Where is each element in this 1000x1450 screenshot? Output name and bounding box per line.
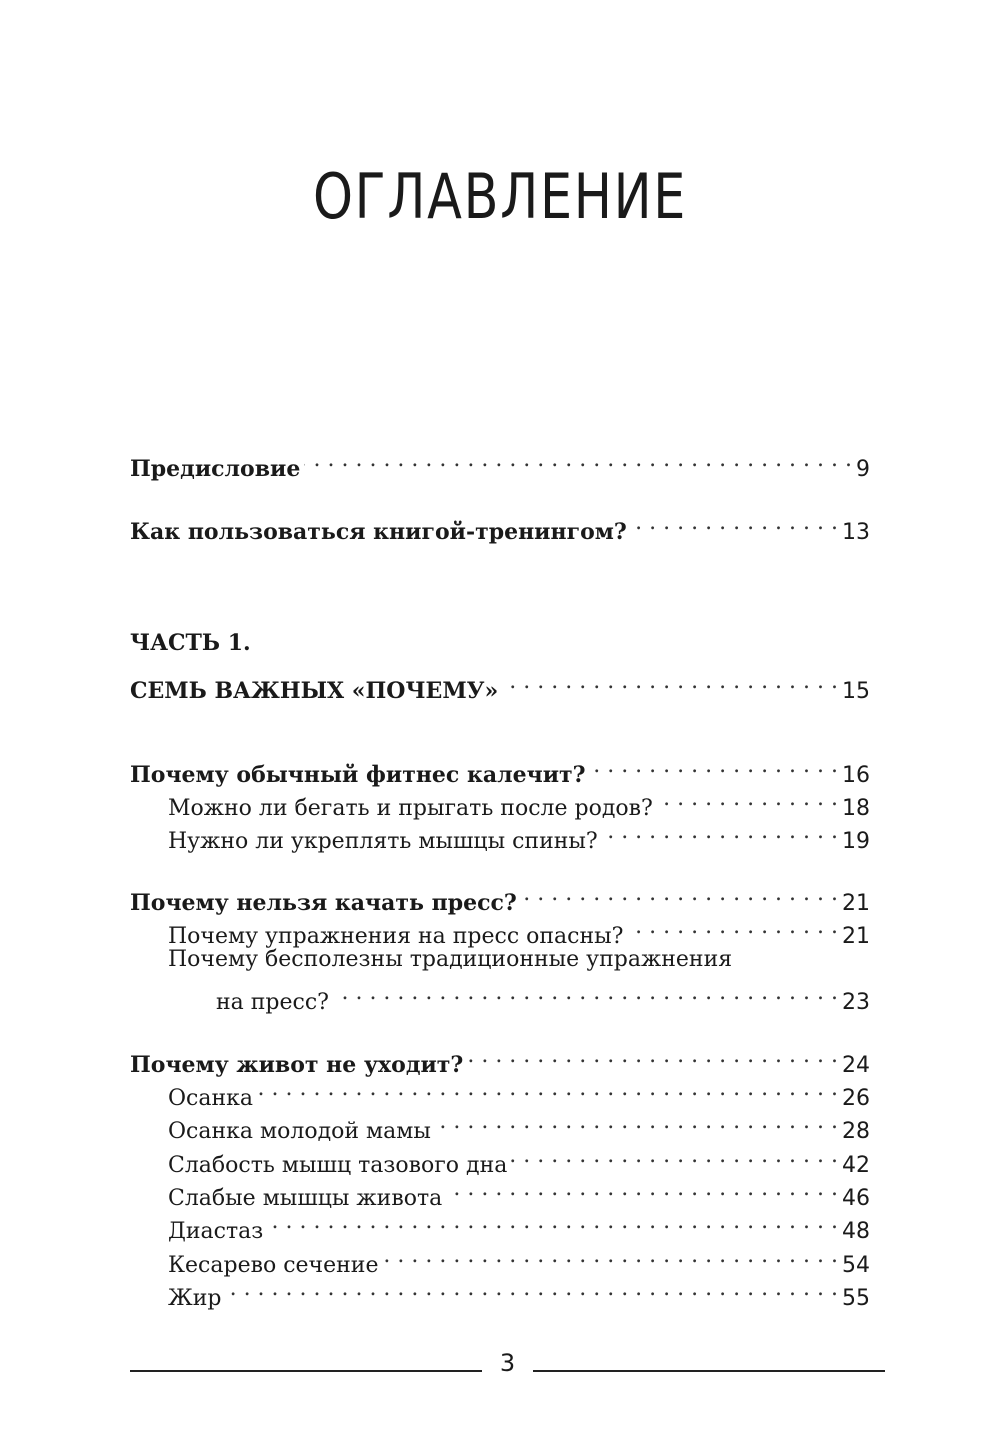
- toc-entry-page: 24: [842, 1053, 870, 1078]
- dot-leader: [257, 1073, 838, 1105]
- toc-entry-page: 28: [842, 1119, 870, 1144]
- toc-entry-page: 48: [842, 1219, 870, 1244]
- toc-entry-subsection[interactable]: [130, 1073, 870, 1111]
- toc-entry-page: 46: [842, 1186, 870, 1211]
- dot-leader: [657, 783, 838, 815]
- toc-entry-section[interactable]: [130, 1040, 870, 1078]
- dot-leader: [511, 1140, 838, 1172]
- toc-entry-page: 19: [842, 829, 870, 854]
- toc-entry-label: Осанка молодой мамы: [168, 1119, 431, 1144]
- dot-leader: [435, 1106, 838, 1138]
- toc-entry-label: Почему нельзя качать пресс?: [130, 890, 517, 916]
- toc-entry-subsection[interactable]: [130, 1273, 870, 1311]
- toc-entry-part-1[interactable]: [130, 666, 870, 704]
- toc-entry-subsection[interactable]: [130, 816, 870, 854]
- toc-entry-label: Осанка: [168, 1086, 254, 1111]
- toc-entry-page: 18: [842, 796, 870, 821]
- toc-entry-label: Почему обычный фитнес калечит?: [130, 762, 586, 788]
- footer-rule-left: [130, 1370, 482, 1372]
- dot-leader: [304, 444, 852, 476]
- part-heading-line2: СЕМЬ ВАЖНЫХ «ПОЧЕМУ»: [130, 678, 499, 704]
- dot-leader: [602, 816, 838, 848]
- toc-entry-page: 42: [842, 1153, 870, 1178]
- toc-entry-label: Предисловие: [130, 456, 301, 482]
- toc-entry-subsection[interactable]: [130, 1106, 870, 1144]
- toc-entry-label: Слабость мышц тазового дна: [168, 1153, 508, 1178]
- dot-leader: [267, 1206, 838, 1238]
- footer-rule-right: [533, 1370, 885, 1372]
- page-title: ОГЛАВЛЕНИЕ: [312, 160, 688, 233]
- toc-entry-page: 9: [856, 457, 870, 482]
- dot-leader: [627, 911, 838, 943]
- dot-leader: [590, 750, 838, 782]
- toc-entry-subsection[interactable]: [130, 1173, 870, 1211]
- toc-entry-page: 16: [842, 763, 870, 788]
- toc-entry-label: Почему упражнения на пресс опасны?: [168, 924, 624, 949]
- toc-entry-subsection[interactable]: [130, 1206, 870, 1244]
- toc-entry-label: на пресс?: [216, 990, 329, 1015]
- toc-entry-label: Можно ли бегать и прыгать после родов?: [168, 796, 653, 821]
- toc-entry-subsection[interactable]: [130, 783, 870, 821]
- dot-leader: [382, 1240, 838, 1272]
- toc-entry-page: 55: [842, 1286, 870, 1311]
- toc-entry-subsection-line2[interactable]: [130, 977, 870, 1015]
- toc-entry-label: Жир: [168, 1286, 222, 1311]
- toc-entry-label: Почему бесполезны традиционные упражнения: [168, 947, 733, 972]
- toc-entry-page: 21: [842, 924, 870, 949]
- toc-entry-how-to-use[interactable]: [130, 507, 870, 545]
- dot-leader: [502, 666, 838, 698]
- toc-entry-subsection-line1[interactable]: [130, 944, 870, 976]
- page-footer: [130, 1345, 885, 1381]
- toc-entry-label: Нужно ли укреплять мышцы спины?: [168, 829, 598, 854]
- toc-entry-label: Как пользоваться книгой-тренингом?: [130, 519, 627, 545]
- dot-leader: [446, 1173, 838, 1205]
- toc-entry-page: 23: [842, 990, 870, 1015]
- dot-leader: [631, 507, 838, 539]
- toc-entry-label: Почему живот не уходит?: [130, 1052, 464, 1078]
- part-heading-line1: ЧАСТЬ 1.: [130, 630, 251, 656]
- toc-entry-label: Кесарево сечение: [168, 1253, 379, 1278]
- toc-entry-subsection[interactable]: [130, 911, 870, 949]
- toc-entry-section[interactable]: [130, 750, 870, 788]
- toc-entry-page: 26: [842, 1086, 870, 1111]
- dot-leader: [225, 1273, 838, 1305]
- page-number: 3: [499, 1349, 516, 1377]
- toc-entry-subsection[interactable]: [130, 1140, 870, 1178]
- dot-leader: [467, 1040, 838, 1072]
- toc-entry-page: 54: [842, 1253, 870, 1278]
- toc-entry-subsection[interactable]: [130, 1240, 870, 1278]
- toc-entry-section[interactable]: [130, 878, 870, 916]
- toc-entry-label: Слабые мышцы живота: [168, 1186, 443, 1211]
- dot-leader: [521, 878, 838, 910]
- toc-entry-label: Диастаз: [168, 1219, 264, 1244]
- toc-entry-page: 21: [842, 891, 870, 916]
- toc-entry-page: 15: [842, 679, 870, 704]
- toc-entry-preface[interactable]: [130, 444, 870, 482]
- toc-entry-page: 13: [842, 520, 870, 545]
- dot-leader: [333, 977, 838, 1009]
